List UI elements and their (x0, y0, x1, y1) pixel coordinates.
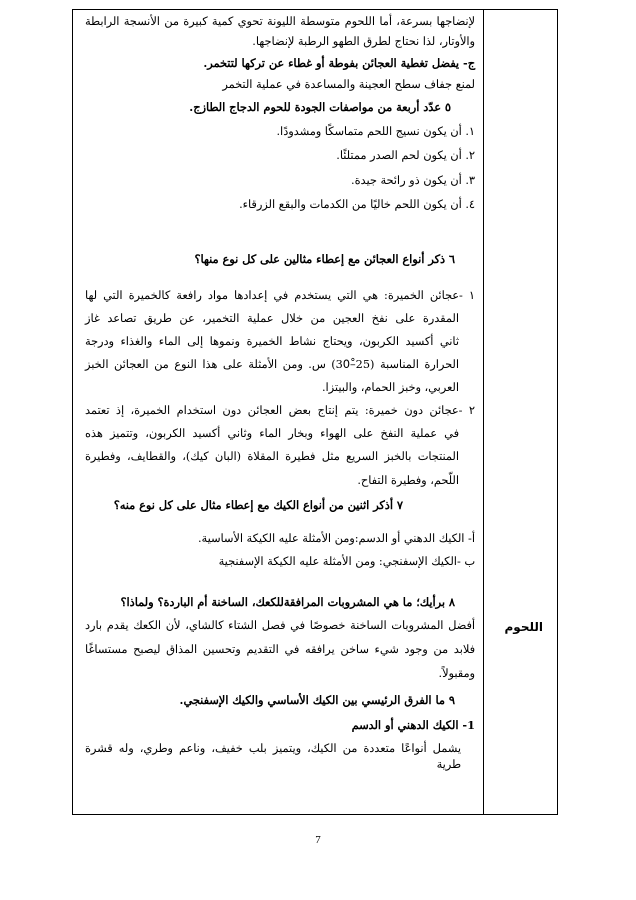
text-line: اللّحم، وفطيرة التفاح. (357, 474, 459, 487)
text-line: يشمل أنواعًا متعددة من الكيك، ويتميز بلب خفيف، وناعم وطري، وله قشرة طرية (85, 742, 461, 771)
subject-column (483, 10, 557, 814)
text-line: أ- الكيك الدهني أو الدسم:ومن الأمثلة عليه الكيكة الأساسية. (197, 532, 475, 545)
text-line: الحرارة المناسبة (25–30ْ) س. ومن الأمثلة على هذا النوع من العجائن الخبز (85, 358, 459, 371)
text-line: المنتجات بالخبز السريع مثل فطيرة المقلاة (البان كيك)، والقطايف، وفطيرة (85, 450, 459, 463)
list-item: ١. أن يكون نسيج اللحم متماسكًا ومشدودًا. (276, 125, 475, 138)
text-line: المقدرة على نفخ العجين من خلال عملية التخمير، عن طريق تصاعد غاز (85, 312, 459, 325)
text-line: فلابد من وجود شيء ساخن يرافقه في التقديم وتحسين المذاق ليصبح مستساغًا (85, 643, 475, 656)
question-heading: ٧ أذكر اثنين من أنواع الكيك مع إعطاء مثال على كل نوع منه؟ (113, 498, 403, 512)
question-heading: ٩ ما الفرق الرئيسي بين الكيك الأساسي والكيك الإسفنجي. (179, 693, 455, 707)
text-line: أفضل المشروبات الساخنة خصوصًا في فصل الشتاء كالشاي، لأن الكعك يقدم بارد (85, 619, 475, 632)
question-heading: ٦ ذكر أنواع العجائن مع إعطاء مثالين على كل نوع منها؟ (194, 252, 455, 266)
question-heading: ٨ برأيك؛ ما هي المشروبات المرافقةللكعك، الساخنة أم الباردة؟ ولماذا؟ (120, 595, 455, 609)
text-line: ثاني أكسيد الكربون، ويحتاج نشاط الخميرة ونموها إلى الماء والغذاء ودرجة (85, 335, 459, 348)
question-heading: ٥ عدّد أربعة من مواصفات الجودة للحوم الدجاج الطازج. (189, 100, 451, 114)
subject-label: اللحوم (504, 620, 543, 634)
content-table (72, 9, 558, 815)
page-number: 7 (315, 834, 321, 846)
text-line: ٢ -عجائن دون خميرة: يتم إنتاج بعض العجائن دون استخدام الخميرة، إذ تعتمد (85, 404, 475, 417)
list-item: ٢. أن يكون لحم الصدر ممتلئًا. (336, 149, 475, 162)
text-line: ومقبولاً. (438, 667, 475, 680)
list-item: ٣. أن يكون ذو رائحة جيدة. (351, 174, 475, 187)
text-line: والأوتار، لذا نحتاج لطرق الطهو الرطبة لإنضاجها. (252, 35, 475, 48)
text-line: ١ -عجائن الخميرة: هي التي يستخدم في إعدادها مواد رافعة كالخميرة التي لها (85, 289, 475, 302)
text-line: في عملية النفخ على الهواء وبخار الماء وثاني أكسيد الكربون، وتتميز هذه (85, 427, 459, 440)
text-line-heading: 1- الكيك الدهني أو الدسم (351, 718, 475, 732)
text-line: العربي، وخبز الحمام، والبيتزا. (321, 381, 459, 394)
text-line: لمنع جفاف سطح العجينة والمساعدة في عملية التخمر (222, 78, 475, 91)
list-item: ٤. أن يكون اللحم خاليًا من الكدمات والبقع الزرقاء. (239, 198, 475, 211)
text-line: ب -الكيك الإسفنجي: ومن الأمثلة عليه الكيكة الإسفنجية (218, 555, 475, 568)
text-line: لإنضاجها بسرعة، أما اللحوم متوسطة الليونة تحوي كمية كبيرة من الأنسجة الرابطة (85, 15, 475, 28)
content-cell (77, 10, 481, 814)
text-line-heading: ج- يفضل تغطية العجائن بفوطة أو غطاء عن تركها لتتخمر. (203, 56, 475, 70)
